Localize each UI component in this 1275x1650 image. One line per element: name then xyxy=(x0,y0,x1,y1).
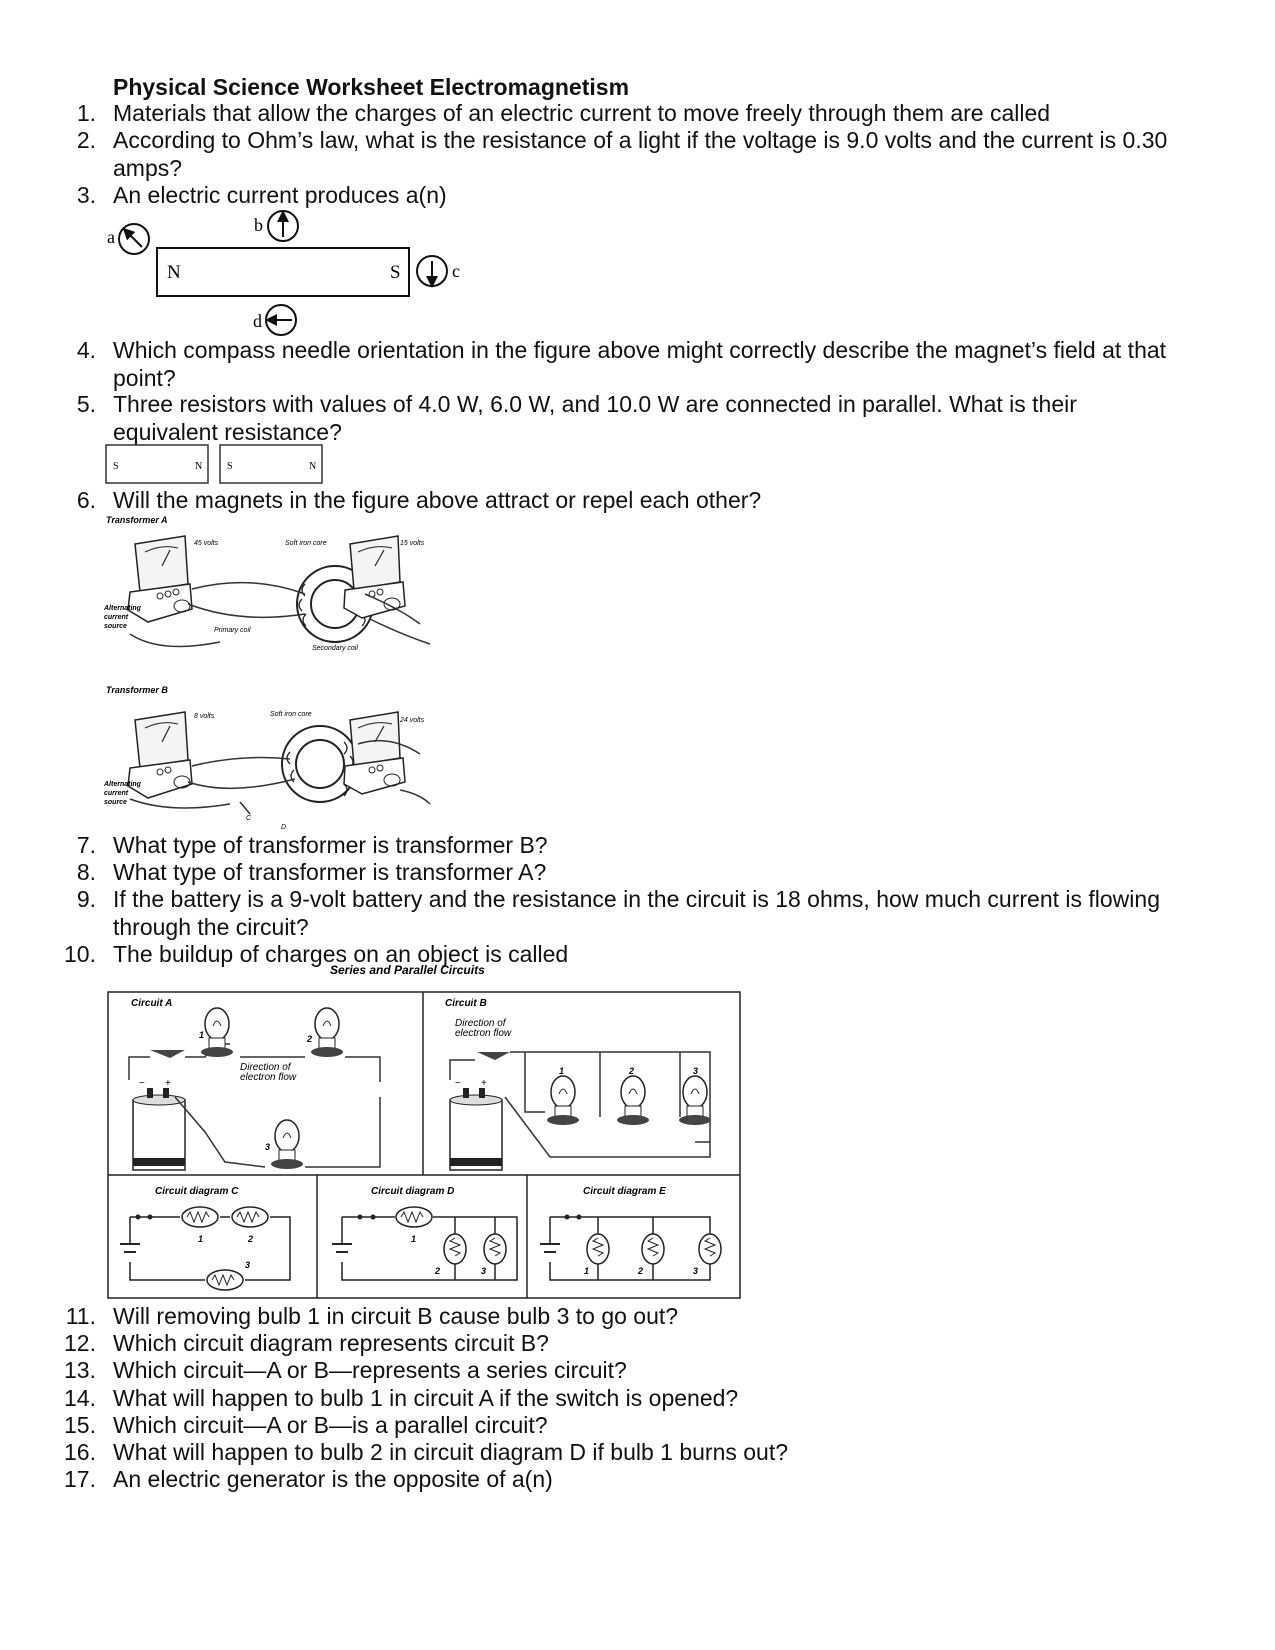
magnet-1 xyxy=(106,445,208,483)
bulb-b2-icon xyxy=(617,1076,649,1125)
question-text: The buildup of charges on an object is called xyxy=(113,941,569,967)
resistor-c1-number: 1 xyxy=(198,1234,204,1244)
bulb-b3-icon xyxy=(679,1076,711,1125)
transformer-a-source-line1: Alternating xyxy=(104,605,141,612)
transformer-b-source-line1: Alternating xyxy=(104,781,141,788)
compass-label-b: b xyxy=(254,215,263,235)
bulb-b3-number: 3 xyxy=(693,1066,699,1076)
transformer-b-left-volts: 8 volts xyxy=(194,713,215,720)
question-number: 9. xyxy=(76,886,96,912)
resistor-c2-number: 2 xyxy=(248,1234,254,1244)
transformer-b-core-label: Soft iron core xyxy=(270,711,312,718)
question-number: 12. xyxy=(64,1330,96,1356)
bulb-b1-number: 1 xyxy=(559,1066,565,1076)
transformer-a-title: Transformer A xyxy=(106,515,168,525)
question-text: Which compass needle orientation in the figure above might correctly describe the magnet’s field at that point? xyxy=(113,337,1167,391)
transformer-b-right-volts: 24 volts xyxy=(400,717,425,724)
question-number: 10. xyxy=(64,941,96,967)
compass-magnet-figure xyxy=(100,205,500,340)
magnet-south-label: S xyxy=(390,262,401,283)
bulb-a1-icon xyxy=(201,1008,233,1057)
circuit-b-minus: − xyxy=(455,1078,461,1089)
resistor-c3-number: 3 xyxy=(245,1260,251,1270)
compass-d-icon xyxy=(266,305,296,335)
question-number: 13. xyxy=(64,1357,96,1383)
question-text: An electric current produces a(n) xyxy=(113,182,447,208)
transformer-b-source-line3: source xyxy=(104,799,127,806)
compass-c-icon xyxy=(417,256,447,286)
magnet-2-south: S xyxy=(227,461,233,472)
circuit-a-direction-line1: Direction of xyxy=(240,1062,291,1073)
magnet-2 xyxy=(220,445,322,483)
question-text: Which circuit—A or B—is a parallel circuit? xyxy=(113,1412,548,1438)
question-number: 1. xyxy=(76,100,96,126)
bulb-a1-number: 1 xyxy=(199,1030,205,1040)
bulb-a3-number: 3 xyxy=(265,1142,271,1152)
compass-a-icon xyxy=(119,224,149,254)
circuit-a-direction-line2: electron flow xyxy=(240,1072,297,1083)
resistor-d2-number: 2 xyxy=(435,1266,441,1276)
question-number: 2. xyxy=(76,127,96,153)
compass-b-icon xyxy=(268,211,298,241)
magnet-1-south: S xyxy=(113,461,119,472)
transformer-b-title: Transformer B xyxy=(106,685,168,695)
compass-label-a: a xyxy=(107,227,115,247)
question-number: 14. xyxy=(64,1385,96,1411)
question-text: Which circuit diagram represents circuit B? xyxy=(113,1330,549,1356)
voltmeter-right-icon xyxy=(344,536,405,618)
resistor-e2-number: 2 xyxy=(638,1266,644,1276)
question-text: What type of transformer is transformer A? xyxy=(113,859,547,885)
resistor-d2-icon xyxy=(444,1234,466,1264)
question-text: What will happen to bulb 1 in circuit A if the switch is opened? xyxy=(113,1385,739,1411)
resistor-e1-icon xyxy=(587,1234,609,1264)
question-text: Three resistors with values of 4.0 W, 6.0 W, and 10.0 W are connected in parallel. What is their equivalent resistance? xyxy=(113,391,1077,445)
question-number: 4. xyxy=(76,337,96,363)
transformer-b-label-d: D xyxy=(281,824,287,831)
bulb-b2-number: 2 xyxy=(629,1066,635,1076)
bulb-a2-icon xyxy=(311,1008,343,1057)
circuit-b-direction-line2: electron flow xyxy=(455,1028,512,1039)
voltmeter-right-icon xyxy=(344,712,405,794)
transformer-a-left-volts: 45 volts xyxy=(194,540,219,547)
question-text: Will the magnets in the figure above attract or repel each other? xyxy=(113,487,762,513)
resistor-e1-number: 1 xyxy=(584,1266,590,1276)
circuit-b-plus: + xyxy=(481,1078,487,1089)
question-text: What will happen to bulb 2 in circuit diagram D if bulb 1 burns out? xyxy=(113,1439,789,1465)
bulb-a3-icon xyxy=(271,1120,303,1169)
switch-a-icon xyxy=(150,1050,185,1058)
circuit-a-label: Circuit A xyxy=(131,998,173,1009)
magnet-2-north: N xyxy=(309,461,317,472)
resistor-e2-icon xyxy=(642,1234,664,1264)
switch-b-icon xyxy=(477,1052,510,1060)
diagram-d-label: Circuit diagram D xyxy=(371,1186,455,1197)
resistor-c3-icon xyxy=(207,1270,243,1290)
transformer-a-source-line2: current xyxy=(104,614,129,621)
resistor-c2-icon xyxy=(232,1207,268,1227)
question-number: 15. xyxy=(64,1412,96,1438)
question-text: Materials that allow the charges of an electric current to move freely through them are called xyxy=(113,100,1051,126)
resistor-d1-icon xyxy=(396,1207,432,1227)
toroid-core-icon xyxy=(282,726,358,802)
transformer-b-source-line2: current xyxy=(104,790,129,797)
question-number: 16. xyxy=(64,1439,96,1465)
transformer-b-label-c: C xyxy=(246,815,252,822)
page-title: Physical Science Worksheet Electromagnetism xyxy=(113,74,630,100)
question-number: 8. xyxy=(76,859,96,885)
resistor-e3-number: 3 xyxy=(693,1266,699,1276)
transformer-a-figure xyxy=(100,514,440,674)
resistor-d3-number: 3 xyxy=(481,1266,487,1276)
transformer-a-secondary-label: Secondary coil xyxy=(312,645,358,652)
question-number: 6. xyxy=(76,487,96,513)
question-number: 5. xyxy=(76,391,96,417)
question-number: 3. xyxy=(76,182,96,208)
question-text: An electric generator is the opposite of a(n) xyxy=(113,1466,553,1492)
transformer-a-right-volts: 15 volts xyxy=(400,540,425,547)
question-number: 11. xyxy=(65,1303,96,1329)
transformer-b-figure xyxy=(100,684,440,832)
compass-label-d: d xyxy=(253,311,262,331)
question-number: 7. xyxy=(76,832,96,858)
question-number: 17. xyxy=(64,1466,96,1492)
resistor-d1-number: 1 xyxy=(411,1234,417,1244)
circuit-b-label: Circuit B xyxy=(445,998,487,1009)
transformer-a-core-label: Soft iron core xyxy=(285,540,327,547)
circuits-title: Series and Parallel Circuits xyxy=(330,963,485,977)
question-text: Which circuit—A or B—represents a series circuit? xyxy=(113,1357,627,1383)
question-text: Will removing bulb 1 in circuit B cause bulb 3 to go out? xyxy=(113,1303,679,1329)
magnet-north-label: N xyxy=(167,262,181,283)
question-text: If the battery is a 9-volt battery and the resistance in the circuit is 18 ohms, how much current is flowing through the circuit? xyxy=(113,886,1160,940)
magnet-1-north: N xyxy=(195,461,203,472)
question-text: According to Ohm’s law, what is the resistance of a light if the voltage is 9.0 volts and the current is 0.30 amps? xyxy=(113,127,1168,181)
circuit-a-plus: + xyxy=(165,1078,171,1089)
circuit-a-minus: − xyxy=(139,1078,145,1089)
diagram-c-label: Circuit diagram C xyxy=(155,1186,239,1197)
bulb-a2-number: 2 xyxy=(307,1034,313,1044)
transformer-a-primary-label: Primary coil xyxy=(214,627,251,634)
resistor-e3-icon xyxy=(699,1234,721,1264)
bar-magnet xyxy=(157,248,409,296)
question-text: What type of transformer is transformer B? xyxy=(113,832,548,858)
resistor-d3-icon xyxy=(484,1234,506,1264)
diagram-e-label: Circuit diagram E xyxy=(583,1186,666,1197)
battery-b-icon xyxy=(450,1088,502,1170)
transformer-a-source-line3: source xyxy=(104,623,127,630)
circuit-b-direction-line1: Direction of xyxy=(455,1018,506,1029)
compass-label-c: c xyxy=(452,261,460,281)
resistor-c1-icon xyxy=(182,1207,218,1227)
bulb-b1-icon xyxy=(547,1076,579,1125)
series-parallel-circuits-figure xyxy=(105,962,745,1302)
two-magnets-figure xyxy=(105,444,330,486)
